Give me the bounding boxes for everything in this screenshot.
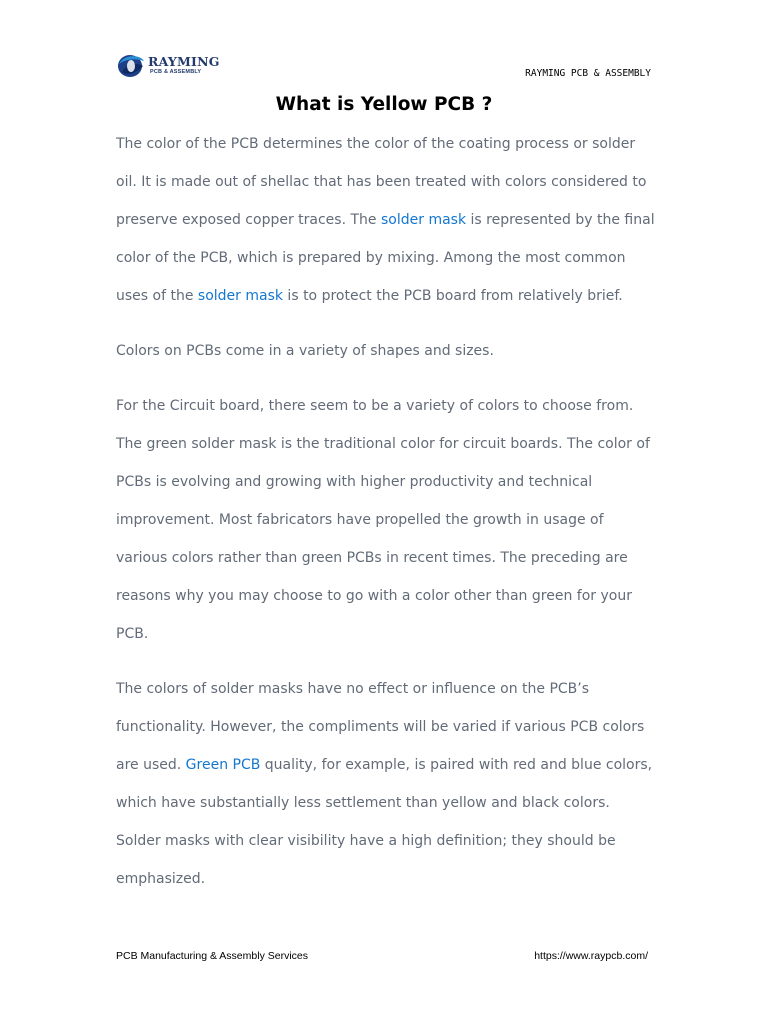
- paragraph-2: Colors on PCBs come in a variety of shapes and sizes.: [116, 343, 494, 359]
- logo-name: RAYMING: [148, 54, 220, 69]
- document-title: What is Yellow PCB ?: [275, 94, 493, 115]
- document-body: [116, 125, 656, 915]
- paragraph-1-text-a: The color of the PCB determines the color of the coating process or solder oil. It is made out of shellac that has been treated with colors considered to preserve exposed copper traces. The: [116, 136, 647, 228]
- paragraph-1: [116, 125, 656, 315]
- header-company-name: RAYMING PCB & ASSEMBLY: [525, 68, 651, 79]
- green-pcb-link[interactable]: Green PCB: [185, 757, 261, 773]
- paragraph-4-text-b: quality, for example, is paired with red and blue colors, which have substantially less settlement than yellow and black colors. Solder masks with clear visibility have a high definition; they should be emphasized.: [116, 757, 653, 887]
- solder-mask-link-2[interactable]: solder mask: [197, 288, 283, 304]
- solder-mask-link-1[interactable]: solder mask: [380, 212, 467, 228]
- footer-website-link[interactable]: https://www.raypcb.com/: [534, 950, 648, 962]
- paragraph-1-text-b: is represented by the final color of the PCB, which is prepared by mixing. Among the most common uses of the: [116, 212, 655, 304]
- paragraph-1-text-c: is to protect the PCB board from relatively brief.: [282, 288, 623, 304]
- company-logo: [116, 52, 220, 80]
- logo-subtitle: PCB & ASSEMBLY: [150, 69, 202, 75]
- paragraph-4: [116, 670, 656, 898]
- swirl-logo-icon: [116, 52, 146, 80]
- paragraph-4-text-a: The colors of solder masks have no effect or influence on the PCB’s functionality. However, the compliments will be varied if various PCB colors are used.: [116, 681, 645, 773]
- paragraph-3: For the Circuit board, there seem to be a variety of colors to choose from. The green solder mask is the traditional color for circuit boards. The color of PCBs is evolving and growing with higher productivity and technical improvement. Most fabricators have propelled the growth in usage of various colors rather than green PCBs in recent times. The preceding are reasons why you may choose to go with a color other than green for your PCB.: [116, 398, 650, 642]
- footer-services-text: PCB Manufacturing & Assembly Services: [116, 950, 308, 962]
